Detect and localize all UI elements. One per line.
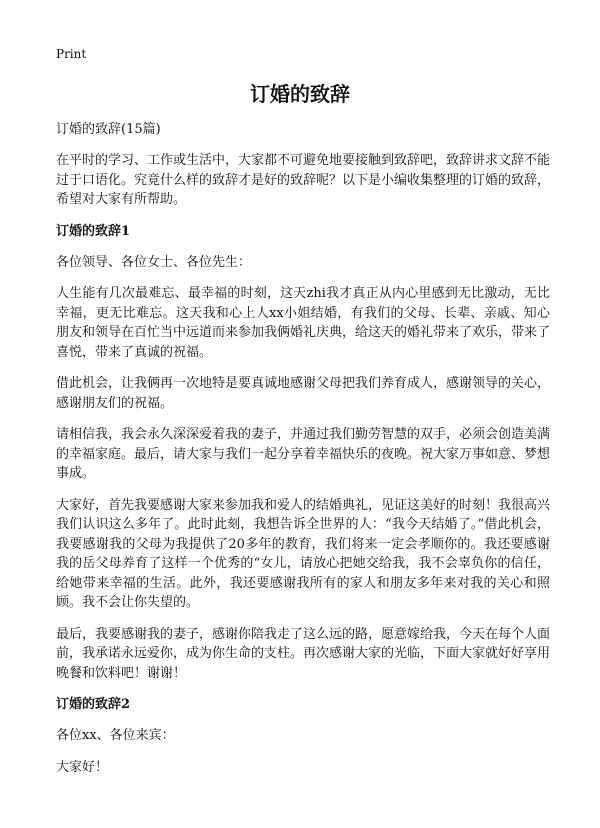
intro-paragraph: 在平时的学习、工作或生活中，大家都不可避免地要接触到致辞吧，致辞讲求文辞不能过于口语化。究竟什么样的致辞才是好的致辞呢？以下是小编收集整理的订婚的致辞，希望对大家有所帮助。: [56, 153, 551, 207]
document-subtitle: 订婚的致辞(15篇): [56, 122, 161, 137]
section1-paragraph: 请相信我，我会永久深深爱着我的妻子，并通过我们勤劳智慧的双手，必须会创造美满的幸福家庭。最后，请大家与我们一起分享着幸福快乐的夜晚。祝大家万事如意、梦想事成。: [56, 427, 551, 481]
section1-paragraph: 借此机会，让我俩再一次地特是要真诚地感谢父母把我们养育成人，感谢领导的关心，感谢朋友们的祝福。: [56, 376, 551, 411]
section-heading-1: 订婚的致辞1: [56, 223, 131, 239]
section2-paragraph: 各位xx、各位来宾：: [56, 728, 175, 743]
page-title: 订婚的致辞: [250, 82, 350, 106]
section1-paragraph: 人生能有几次最难忘、最幸福的时刻，这天zhi我才真正从内心里感到无比激动，无比幸福，更无比难忘。这天我和心上人xx小姐结婚，有我们的父母、长辈、亲戚、知心朋友和领导在百忙当中远道而来参加我俩婚礼庆典，给这天的婚礼带来了欢乐，带来了喜悦，带来了真诚的祝福。: [56, 286, 551, 360]
section1-paragraph: 各位领导、各位女士、各位先生：: [56, 254, 252, 270]
section1-paragraph: 最后，我要感谢我的妻子，感谢你陪我走了这么远的路，愿意嫁给我，今天在每个人面前，我承诺永远爱你，成为你生命的支柱。再次感谢大家的光临，下面大家就好好享用晚餐和饮料吧！谢谢！: [56, 626, 551, 681]
section2-paragraph: 大家好！: [56, 759, 109, 775]
document-body: [56, 120, 550, 789]
section-heading-2: 订婚的致辞2: [56, 697, 131, 712]
print-link[interactable]: Print: [56, 47, 87, 61]
section1-paragraph: 大家好，首先我要感谢大家来参加我和爱人的结婚典礼，见证这美好的时刻！我很高兴我们认识这么多年了。此时此刻，我想告诉全世界的人：“我今天结婚了。”借此机会，我要感谢我的父母为我提供了20多年的教育，我们将来一定会孝顺你的。我还要感谢我的岳父母养育了这样一个优秀的“女儿，请放心把她交给我，我不会辜负你的信任，给她带来幸福的生活。此外，我还要感谢我所有的家人和朋友多年来对我的关心和照顾。我不会让你失望的。: [56, 497, 551, 610]
